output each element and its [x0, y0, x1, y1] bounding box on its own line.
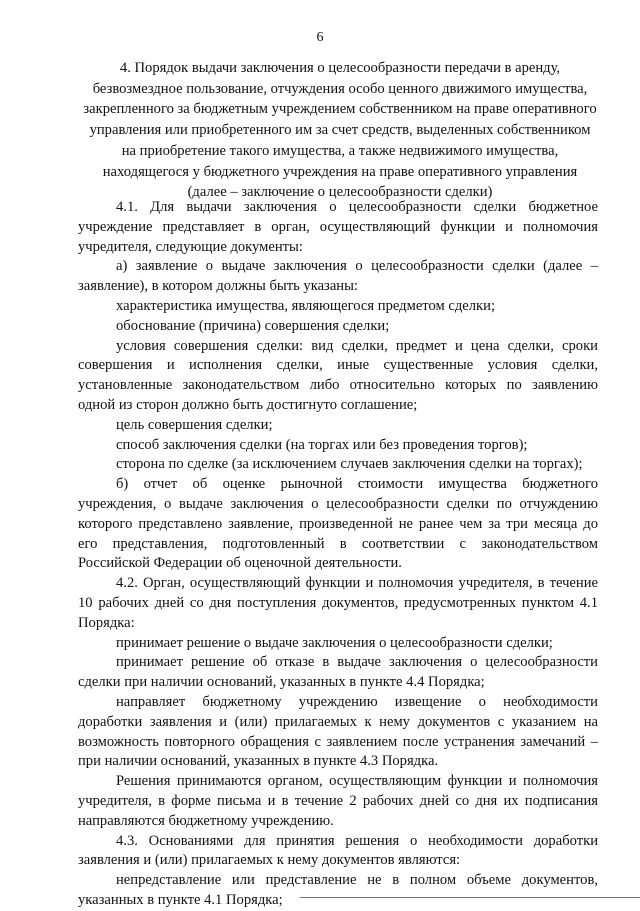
paragraph: принимает решение об отказе в выдаче заключения о целесообразности сделки при наличии оснований, указанных в пункте 4.4 Порядка; [78, 654, 598, 691]
paragraph: б) отчет об оценке рыночной стоимости имущества бюджетного учреждения, о выдаче заключения о целесообразности сделки по отчуждению которого представлено заявление, произведенной не ранее чем за три месяца до его представления, подготовленный в соответствии с законодательством Российской Федерации об оценочной деятельности. [78, 476, 598, 572]
scan-edge-line [300, 897, 640, 898]
section-heading [80, 58, 600, 203]
paragraph: 4.3. Основаниями для принятия решения о необходимости доработки заявления и (или) прилагаемых к нему документов являются: [78, 832, 598, 869]
page-number: 6 [316, 30, 324, 45]
paragraph: способ заключения сделки (на торгах или без проведения торгов); [116, 436, 528, 453]
paragraph: а) заявление о выдаче заключения о целесообразности сделки (далее – заявление), в котором должны быть указаны: [78, 258, 598, 295]
paragraph: цель совершения сделки; [116, 416, 273, 433]
paragraph: сторона по сделке (за исключением случаев заключения сделки на торгах); [116, 456, 583, 473]
heading-line: 4. Порядок выдачи заключения о целесообразности передачи в аренду, [119, 60, 561, 76]
heading-line: управления или приобретенного им за счет средств, выделенных собственником [89, 122, 591, 139]
paragraph: 4.1. Для выдачи заключения о целесообразности сделки бюджетное учреждение представляет в орган, осуществляющий функции и полномочия учредителя, следующие документы: [78, 199, 598, 255]
heading-line: безвозмездное пользование, отчуждения особо ценного движимого имущества, [92, 80, 588, 97]
paragraph: направляет бюджетному учреждению извещение о необходимости доработки заявления и (или) прилагаемых к нему документов с указанием на возможность повторного обращения с заявлением после устранения замечаний – при наличии оснований, указанных в пункте 4.3 Порядка. [78, 693, 598, 770]
paragraph: обоснование (причина) совершения сделки; [116, 317, 390, 334]
paragraph: Решения принимаются органом, осуществляющим функции и полномочия учредителя, в форме письма и в течение 2 рабочих дней со дня их подписания направляются бюджетному учреждению. [78, 773, 598, 829]
paragraph: непредставление или представление не в полном объеме документов, указанных в пункте 4.1 Порядка; [78, 872, 598, 908]
heading-line: на приобретение такого имущества, а также недвижимого имущества, [121, 142, 559, 159]
paragraph: принимает решение о выдаче заключения о целесообразности сделки; [116, 634, 553, 651]
heading-line: (далее – заключение о целесообразности сделки) [187, 184, 493, 201]
paragraph: характеристика имущества, являющегося предметом сделки; [116, 297, 496, 314]
paragraph: 4.2. Орган, осуществляющий функции и полномочия учредителя, в течение 10 рабочих дней со дня поступления документов, предусмотренных пунктом 4.1 Порядка: [78, 575, 598, 631]
paragraph: условия совершения сделки: вид сделки, предмет и цена сделки, сроки совершения и исполнения сделки, иные существенные условия сделки, установленные законодательством либо относительно которых по заявлению одной из сторон должно быть достигнуто соглашение; [78, 337, 598, 413]
heading-line: закрепленного за бюджетным учреждением собственником на праве оперативного [83, 101, 597, 118]
document-body [78, 198, 598, 911]
heading-line: находящегося у бюджетного учреждения на праве оперативного управления [102, 163, 578, 180]
